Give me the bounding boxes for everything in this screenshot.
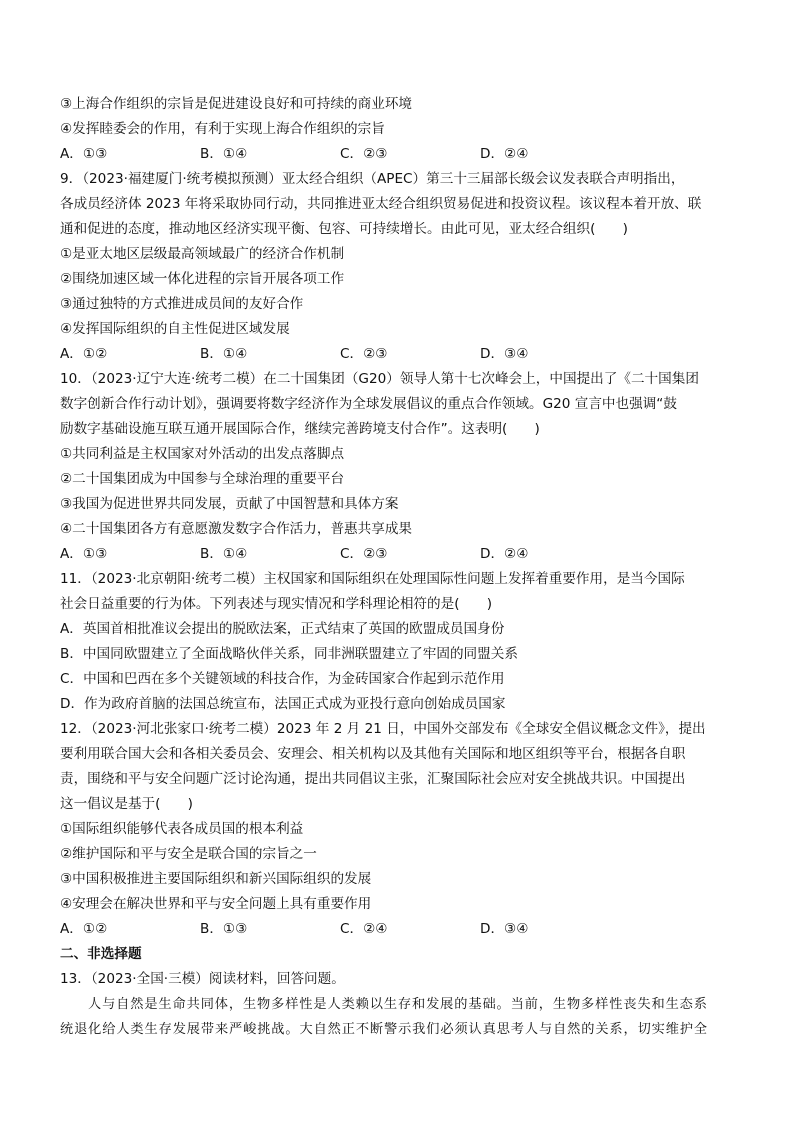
option-line: ③通过独特的方式推进成员间的友好合作 [60,296,304,312]
choice-b: B．①④ [200,346,248,362]
question-stem-line: 13．（2023·全国·三模）阅读材料，回答问题。 [60,971,345,987]
option-line: ②维护国际和平与安全是联合国的宗旨之一 [60,846,317,862]
choice-a: A．①③ [60,546,108,562]
option-line: ②围绕加速区域一体化进程的宗旨开展各项工作 [60,271,345,287]
option-line: ③上海合作组织的宗旨是促进建设良好和可持续的商业环境 [60,96,413,112]
option-line: ④二十国集团各方有意愿激发数字合作活力，普惠共享成果 [60,521,413,537]
answer-option-a: A．英国首相批准议会提出的脱欧法案，正式结束了英国的欧盟成员国身份 [60,621,505,637]
option-line: ①国际组织能够代表各成员国的根本利益 [60,821,304,837]
choice-c: C．②③ [340,146,388,162]
question-stem-line: 11．（2023·北京朝阳·统考二模）主权国家和国际组织在处理国际性问题上发挥着重要作用，是当今国际 [60,571,685,587]
choice-row [60,342,750,367]
answer-option-b: B．中国同欧盟建立了全面战略伙伴关系，同非洲联盟建立了牢固的同盟关系 [60,646,518,662]
choice-b: B．①③ [200,921,248,937]
question-stem-line: 要利用联合国大会和各相关委员会、安理会、相关机构以及其他有关国际和地区组织等平台，根据各自职 [60,746,686,762]
option-line: ②二十国集团成为中国参与全球治理的重要平台 [60,471,345,487]
question-stem-line: 社会日益重要的行为体。下列表述与现实情况和学科理论相符的是( ) [60,596,493,612]
question-stem-line: 9．（2023·福建厦门·统考模拟预测）亚太经合组织（APEC）第三十三届部长级会议发表联合声明指出， [60,171,685,187]
answer-option-c: C．中国和巴西在多个关键领域的科技合作，为金砖国家合作起到示范作用 [60,671,505,687]
choice-row [60,142,750,167]
question-stem-line: 各成员经济体 2023 年将采取协同行动，共同推进亚太经合组织贸易促进和投资议程。该议程本着开放、联 [60,196,702,212]
choice-b: B．①④ [200,546,248,562]
question-stem-line: 励数字基础设施互联互通开展国际合作，继续完善跨境支付合作”。这表明( ) [60,421,540,437]
question-stem-line: 数字创新合作行动计划》，强调要将数字经济作为全球发展倡议的重点合作领域。G20 宣言中也强调“鼓 [60,396,677,412]
choice-c: C．②③ [340,346,388,362]
question-stem-line: 通和促进的态度，推动地区经济实现平衡、包容、可持续增长。由此可见，亚太经合组织( ) [60,221,628,237]
answer-option-d: D．作为政府首脑的法国总统宣布，法国正式成为亚投行意向创始成员国家 [60,696,506,712]
material-paragraph-line: 统退化给人类生存发展带来严峻挑战。大自然正不断警示我们必须认真思考人与自然的关系，切实维护全 [60,1022,709,1037]
material-paragraph-line: 人与自然是生命共同体，生物多样性是人类赖以生存和发展的基础。当前，生物多样性丧失和生态系 [88,997,708,1012]
question-13 [60,967,750,1042]
choice-b: B．①④ [200,146,248,162]
choice-c: C．②④ [340,921,388,937]
option-line: ③中国积极推进主要国际组织和新兴国际组织的发展 [60,871,372,887]
option-line: ④发挥国际组织的自主性促进区域发展 [60,321,290,337]
question-8-tail [60,92,750,167]
choice-d: D．③④ [480,921,529,937]
question-stem-line: 这一倡议是基于( ) [60,796,193,812]
question-12 [60,717,750,942]
option-line: ③我国为促进世界共同发展，贡献了中国智慧和具体方案 [60,496,399,512]
section-heading: 二、非选择题 [60,946,142,962]
choice-d: D．②④ [480,546,529,562]
option-line: ④发挥睦委会的作用，有利于实现上海合作组织的宗旨 [60,121,385,137]
choice-a: A．①③ [60,146,108,162]
question-9 [60,167,750,367]
question-10 [60,367,750,567]
choice-c: C．②③ [340,546,388,562]
choice-row [60,542,750,567]
choice-d: D．②④ [480,146,529,162]
choice-d: D．③④ [480,346,529,362]
choice-a: A．①② [60,346,108,362]
choice-row [60,917,750,942]
question-stem-line: 12．（2023·河北张家口·统考二模）2023 年 2 月 21 日，中国外交部发布《全球安全倡议概念文件》，提出 [60,721,706,737]
option-line: ①共同利益是主权国家对外活动的出发点落脚点 [60,446,345,462]
choice-a: A．①② [60,921,108,937]
document-page [60,92,750,1042]
option-line: ④安理会在解决世界和平与安全问题上具有重要作用 [60,896,372,912]
option-line: ①是亚太地区层级最高领域最广的经济合作机制 [60,246,345,262]
question-stem-line: 责，围绕和平与安全问题广泛讨论沟通，提出共同倡议主张，汇聚国际社会应对安全挑战共识。中国提出 [60,771,686,787]
question-stem-line: 10．（2023·辽宁大连·统考二模）在二十国集团（G20）领导人第十七次峰会上，中国提出了《二十国集团 [60,371,699,387]
question-11 [60,567,750,717]
